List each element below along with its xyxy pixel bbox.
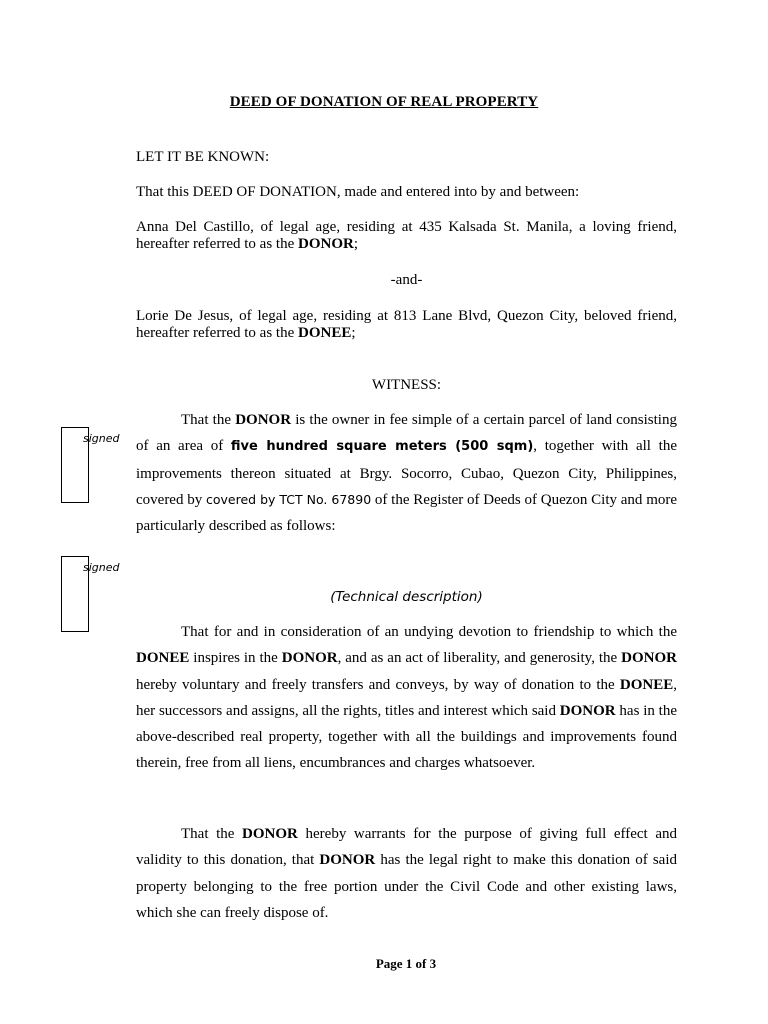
- donor-text: Anna Del Castillo, of legal age, residing at 435 Kalsada St. Manila, a loving friend, hereafter referred to as the: [136, 219, 677, 252]
- para3-donor-2: DONOR: [319, 852, 376, 869]
- para2-text-6: has in the above-described real property, together with all the buildings and improvements found therein, free from all liens, encumbrances and charges whatsoever.: [136, 702, 677, 772]
- donor-end: ;: [353, 236, 358, 252]
- donee-term: DONEE: [297, 325, 352, 341]
- document-title: DEED OF DONATION OF REAL PROPERTY: [229, 94, 539, 110]
- donor-term: DONOR: [297, 236, 354, 252]
- donee-paragraph: [136, 308, 677, 342]
- technical-description: (Technical description): [330, 589, 483, 605]
- witness-heading: WITNESS:: [371, 377, 442, 393]
- let-it-be-known: LET IT BE KNOWN:: [136, 149, 270, 165]
- and-separator: -and-: [390, 272, 423, 288]
- para3-text-2: hereby warrants for the purpose of giving full effect and validity to this donation, that: [136, 826, 677, 869]
- donor-paragraph: [136, 219, 677, 253]
- intro-line: That this DEED OF DONATION, made and entered into by and between:: [136, 184, 580, 200]
- consideration-paragraph: [136, 619, 677, 777]
- para1-text-2: is the owner in fee simple of a certain parcel of land consisting of an area of: [136, 412, 677, 455]
- para2-donor-1: DONOR: [281, 650, 338, 667]
- para3-text-1: That the: [181, 826, 243, 842]
- para2-donee-2: DONEE: [619, 676, 674, 693]
- para3-donor-1: DONOR: [242, 826, 298, 842]
- para2-text-4: hereby voluntary and freely transfers and conveys, by way of donation to the: [136, 676, 620, 693]
- para2-donor-3: DONOR: [559, 702, 616, 719]
- para2-text-1: That for and in consideration of an undying devotion to friendship to which the: [181, 624, 677, 640]
- para2-text-2: inspires in the: [189, 650, 282, 667]
- page-number: Page 1 of 3: [375, 956, 437, 971]
- para1-donor: DONOR: [235, 412, 292, 428]
- para2-donee-1: DONEE: [136, 650, 190, 667]
- para1-text-3: , together with all the improvements thereon situated at Brgy. Socorro, Cubao, Quezon City, Philippines, covered by: [136, 438, 677, 508]
- donee-text: Lorie De Jesus, of legal age, residing at 813 Lane Blvd, Quezon City, beloved friend, hereafter referred to as the: [136, 308, 677, 341]
- para2-text-5: , her successors and assigns, all the rights, titles and interest which said: [136, 676, 677, 719]
- tct-number: covered by TCT No. 67890: [206, 491, 372, 507]
- para2-donor-2: DONOR: [621, 650, 677, 667]
- signature-label-1: signed: [83, 432, 120, 445]
- para1-text-1: That the: [181, 412, 236, 428]
- property-paragraph: [136, 407, 677, 539]
- para1-text-4: of the Register of Deeds of Quezon City and more particularly described as follows:: [136, 491, 678, 535]
- property-area: five hundred square meters (500 sqm): [230, 439, 534, 455]
- signature-label-2: signed: [83, 561, 120, 574]
- warranty-paragraph: [136, 821, 677, 926]
- para2-text-3: , and as an act of liberality, and generosity, the: [337, 650, 622, 667]
- para3-text-3: has the legal right to make this donation of said property belonging to the free portion under the Civil Code and other existing laws, which she can freely dispose of.: [136, 852, 678, 921]
- donee-end: ;: [351, 325, 356, 341]
